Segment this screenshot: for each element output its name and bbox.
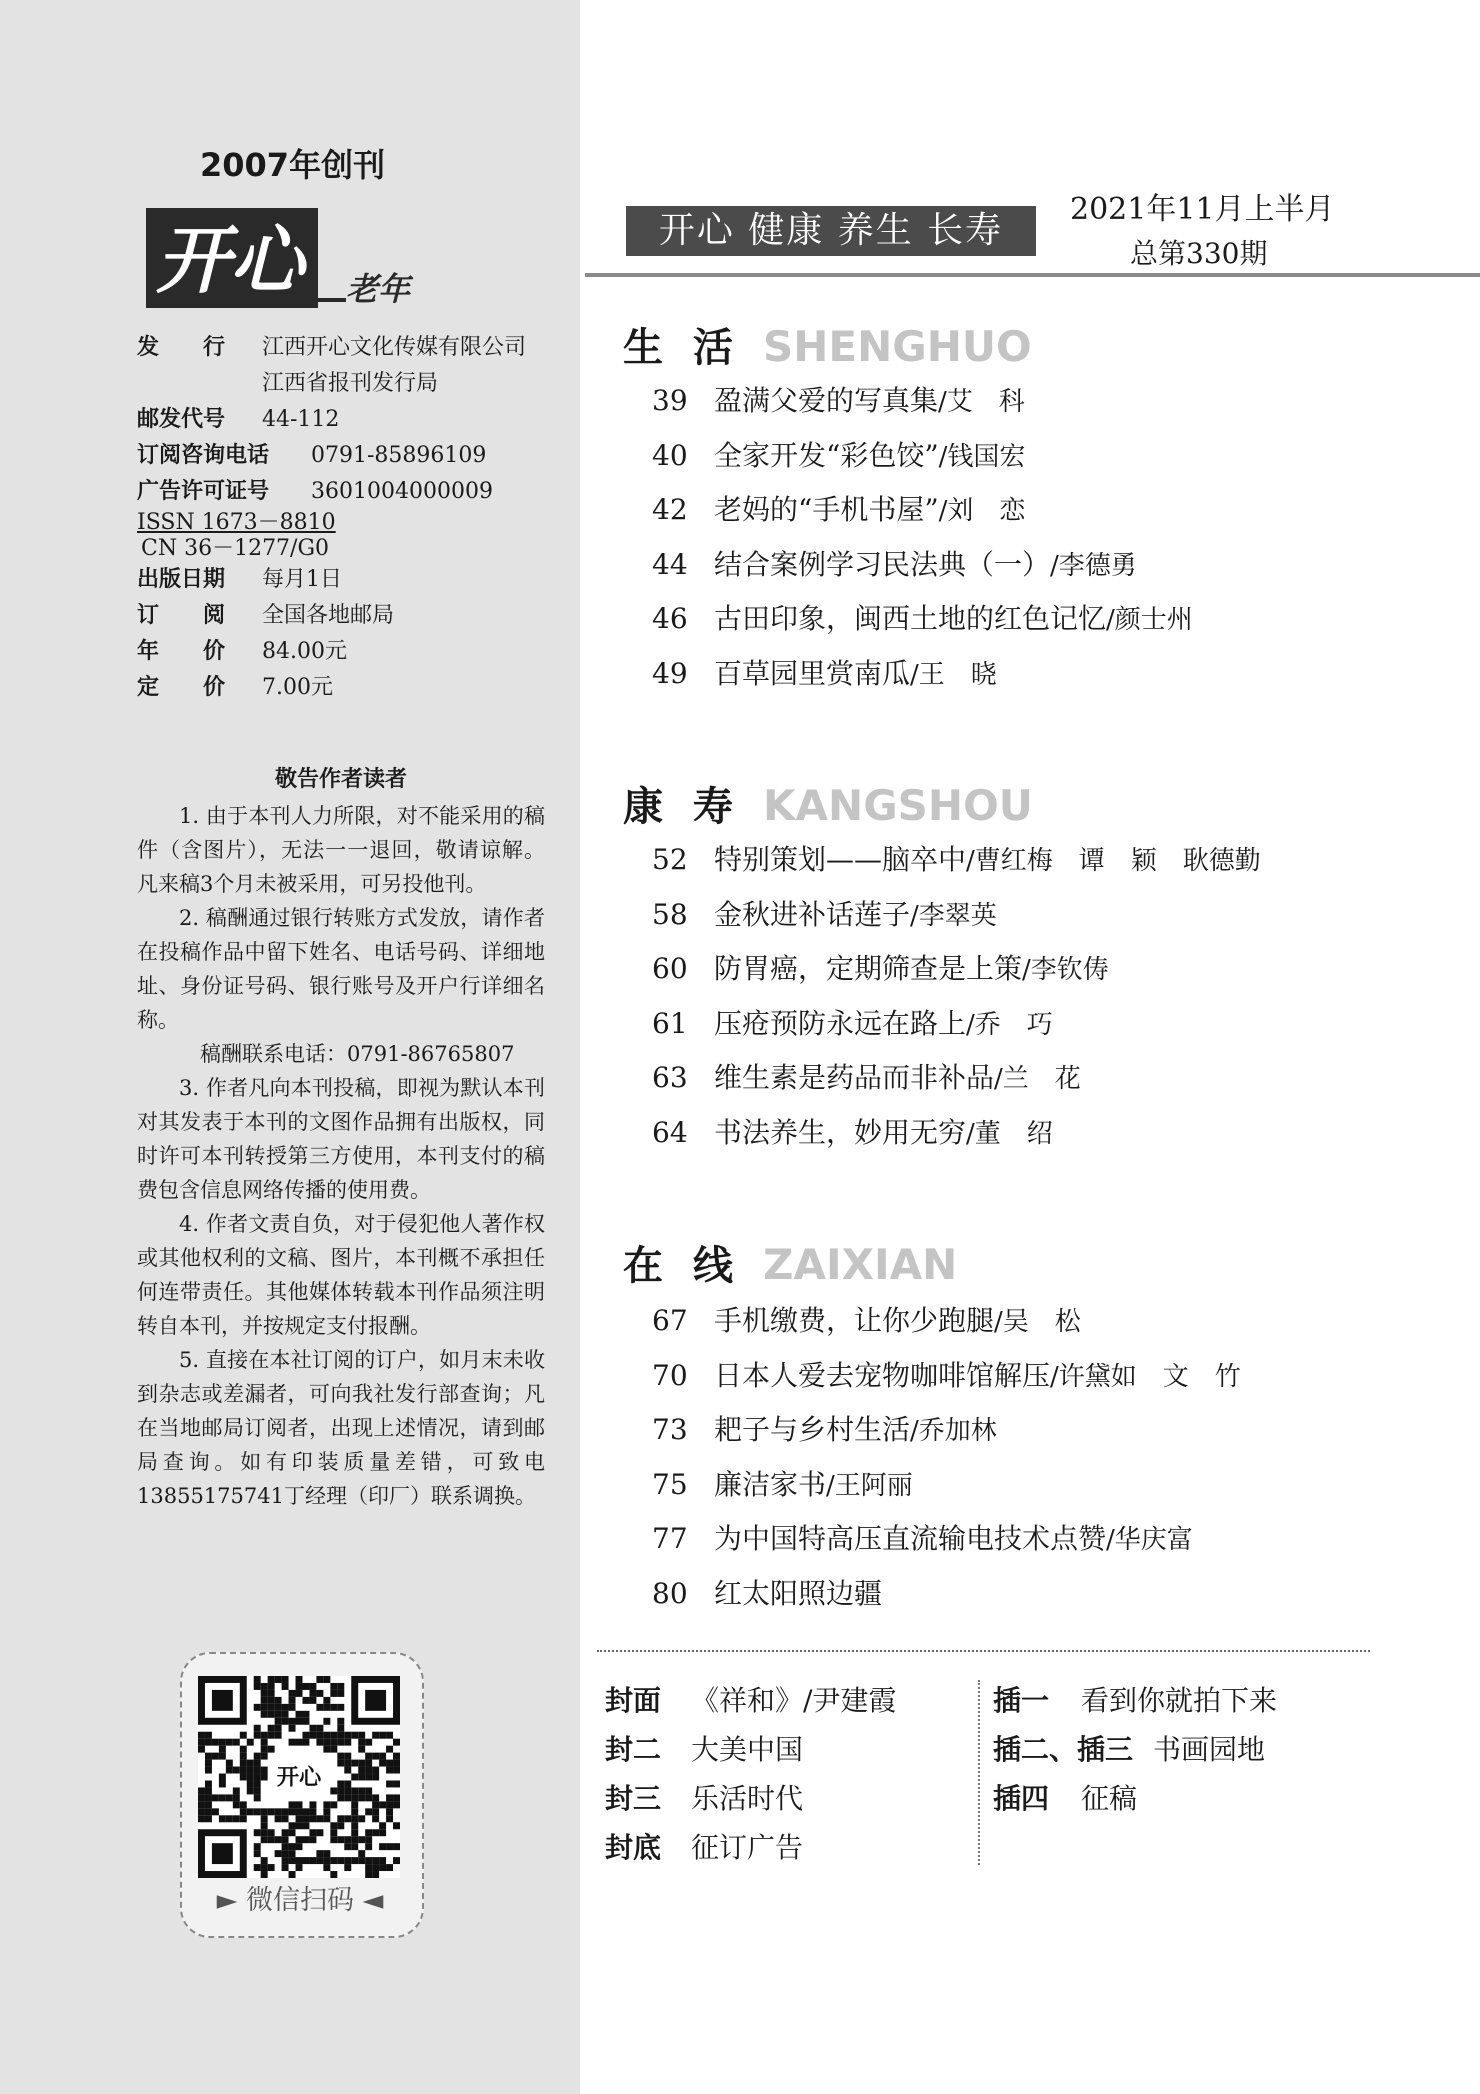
section-heading-kangshou: 康寿KANGSHOU [623,781,1033,830]
toc-item[interactable]: 61 压疮预防永远在路上/乔 巧 [652,1006,1053,1040]
info-row: 出版日期 每月1日 [137,567,342,592]
info-row: 定 价 7.00元 [137,675,333,700]
info-row-issn: ISSN 1673－8810 [137,510,336,535]
toc-item[interactable]: 39 盈满父爱的写真集/艾 科 [652,384,1025,417]
toc-item[interactable]: 63 维生素是药品而非补品/兰 花 [652,1061,1081,1094]
toc-item[interactable]: 42 老妈的“手机书屋”/刘 恋 [652,493,1026,526]
toc-item[interactable]: 49 百草园里赏南瓜/王 晓 [652,656,997,690]
cover-item: 封面 《祥和》/尹建霞 [605,1684,897,1717]
logo-sub-text: 老年 [346,270,411,308]
logo-main-text: 开心 [156,218,304,304]
issue-date: 2021年11月上半月 [1070,192,1335,227]
author-reader-notice [137,763,545,1513]
toc-item[interactable]: 40 全家开发“彩色饺”/钱国宏 [652,438,1026,472]
toc-item[interactable]: 46 古田印象，闽西土地的红色记忆/颜士州 [652,602,1193,635]
toc-item[interactable]: 58 金秋进补话莲子/李翠英 [652,897,997,931]
section-heading-zaixian: 在线ZAIXIAN [623,1240,958,1289]
notice-paragraph: 4. 作者文责自负，对于侵犯他人著作权或其他权利的文稿、图片，本刊概不承担任何连带责任。其他媒体转载本刊作品须注明转自本刊，并按规定支付报酬。 [137,1212,545,1338]
notice-paragraph: 3. 作者凡向本刊投稿，即视为默认本刊对其发表于本刊的文图作品拥有出版权，同时许可本刊转授第三方使用，本刊支付的稿费包含信息网络传播的使用费。 [137,1076,545,1202]
info-row-cn: CN 36－1277/G0 [141,536,330,561]
wechat-qr-code[interactable] [198,1676,400,1878]
notice-paragraph: 2. 稿酬通过银行转账方式发放，请作者在投稿作品中留下姓名、电话号码、详细地址、身份证号码、银行账号及开户行详细名称。 [137,906,545,1032]
cover-item: 封底 征订广告 [605,1831,804,1864]
toc-list-kangshou [652,833,1261,1160]
toc-item[interactable]: 67 手机缴费，让你少跑腿/吴 松 [652,1304,1081,1337]
toc-item[interactable]: 75 廉洁家书/王阿丽 [652,1467,913,1501]
toc-list-zaixian [652,1294,1241,1621]
toc-item[interactable]: 64 书法养生，妙用无穷/董 绍 [652,1115,1053,1149]
cover-item: 封三 乐活时代 [605,1782,804,1815]
info-row: 江西省报刊发行局 [262,371,439,396]
covers-list-right [993,1676,1277,1823]
covers-column-divider [978,1680,980,1865]
insert-item: 插一 看到你就拍下来 [993,1684,1278,1717]
toc-item[interactable]: 60 防胃癌，定期筛查是上策/李钦俦 [652,952,1109,985]
notice-title: 敬告作者读者 [274,767,407,792]
founded-year: 2007年创刊 [200,146,386,184]
notice-paragraph: 5. 直接在本社订阅的订户，如月末未收到杂志或差漏者，可向我社发行部查询；凡在当地邮局订阅者，出现上述情况，请到邮局查询。如有印装质量差错，可致电13855175741丁经理（印厂）联系调换。 [137,1348,545,1508]
toc-item[interactable]: 44 结合案例学习民法典（一）/李德勇 [652,547,1137,581]
info-row: 发 行 江西开心文化传媒有限公司 [137,335,527,360]
insert-item: 插二、插三 书画园地 [993,1733,1266,1766]
cover-item: 封二 大美中国 [605,1733,804,1766]
insert-item: 插四 征稿 [993,1782,1138,1815]
notice-paragraph: 1. 由于本刊人力所限，对不能采用的稿件（含图片），无法一一退回，敬请谅解。凡来稿3个月未被采用，可另投他刊。 [137,804,545,896]
toc-item[interactable]: 77 为中国特高压直流输电技术点赞/华庆富 [652,1522,1193,1555]
publication-info [137,330,577,706]
dotted-divider [597,1650,1370,1652]
qr-center-logo: 开心 [276,1764,322,1791]
slogan-banner: 开心 健康 养生 长寿 [626,206,1036,256]
info-row: 广告许可证号 3601004000009 [137,479,493,504]
info-row: 订阅咨询电话 0791-85896109 [137,443,487,468]
toc-item[interactable]: 70 日本人爱去宠物咖啡馆解压/许黛如 文 竹 [652,1358,1241,1392]
toc-item[interactable]: 73 耙子与乡村生活/乔加林 [652,1413,997,1446]
info-row: 邮发代号 44-112 [137,407,340,432]
toc-list-shenghuo [652,374,1193,701]
magazine-logo [146,208,426,308]
info-row: 订 阅 全国各地邮局 [137,603,395,628]
notice-contact: 稿酬联系电话：0791-86765807 [200,1042,515,1066]
issue-number: 总第330期 [1130,237,1268,270]
wechat-scan-label: ► 微信扫码 ◄ [216,1885,384,1916]
toc-item[interactable]: 52 特别策划——脑卒中/曹红梅 谭 颖 耿德勤 [652,843,1261,876]
info-row: 年 价 84.00元 [137,639,347,664]
header-rule [585,273,1480,277]
toc-item[interactable]: 80 红太阳照边疆 [652,1576,883,1610]
covers-list-left [605,1676,896,1872]
section-heading-shenghuo: 生活SHENGHUO [623,322,1032,371]
